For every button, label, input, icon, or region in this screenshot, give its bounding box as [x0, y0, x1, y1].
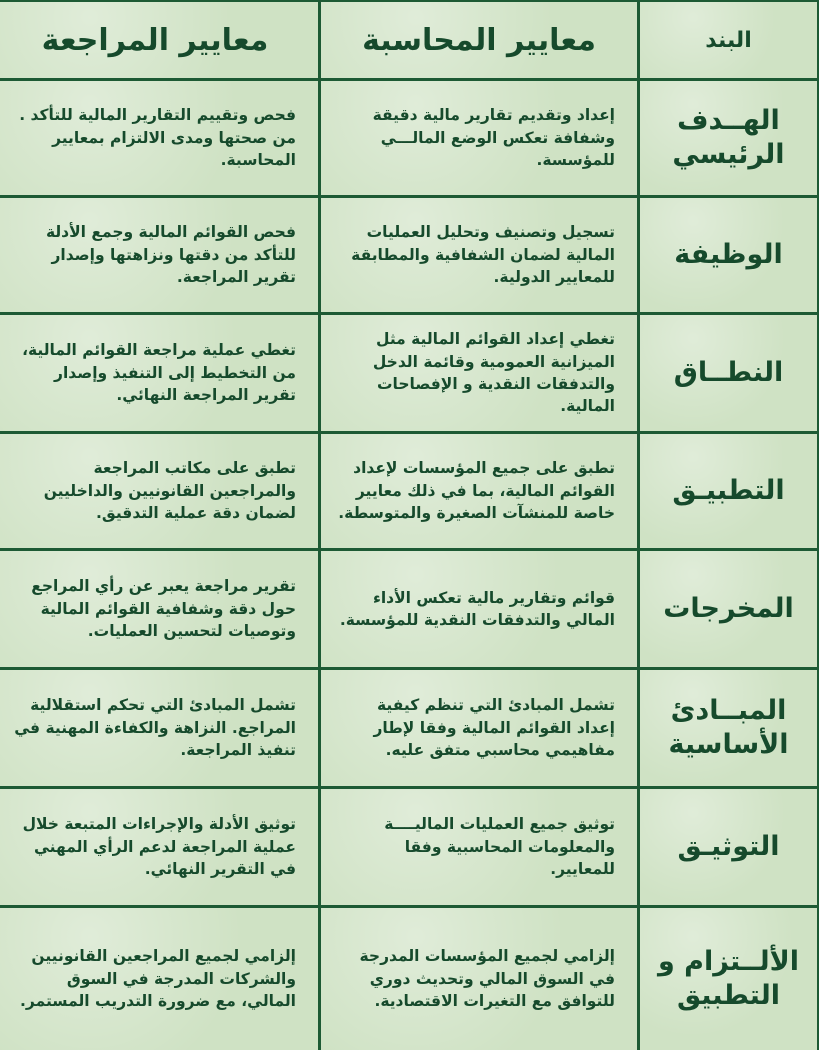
row-label-application: التطبيـق [640, 434, 817, 548]
header-item: البند [640, 2, 817, 78]
cell-accounting-outputs: قوائم وتقارير مالية تعكس الأداء المالي والتدفقات النقدية للمؤسسة. [321, 551, 637, 667]
cell-auditing-main-objective: فحص وتقييم التقارير المالية للتأكد . من صحتها ومدى الالتزام بمعايير المحاسبة. [0, 81, 318, 195]
cell-accounting-documentation: توثيق جميع العمليات الماليــــة والمعلومات المحاسبية وفقا للمعايير. [321, 789, 637, 905]
row-label-outputs: المخرجات [640, 551, 817, 667]
cell-accounting-main-objective: إعداد وتقديم تقارير مالية دقيقة وشفافة تعكس الوضع المالـــي للمؤسسة. [321, 81, 637, 195]
cell-accounting-scope: تغطي إعداد القوائم المالية مثل الميزانية العمومية وقائمة الدخل والتدفقات النقدية و الإفصاحات المالية. [321, 315, 637, 431]
cell-auditing-compliance: إلزامي لجميع المراجعين القانونيين والشركات المدرجة في السوق المالي، مع ضرورة التدريب المستمر. [0, 908, 318, 1050]
cell-accounting-function: تسجيل وتصنيف وتحليل العمليات المالية لضمان الشفافية والمطابقة للمعايير الدولية. [321, 198, 637, 312]
row-label-function: الوظيفة [640, 198, 817, 312]
header-auditing-standards: معايير المراجعة [0, 2, 318, 78]
cell-auditing-scope: تغطي عملية مراجعة القوائم المالية، من التخطيط إلى التنفيذ وإصدار تقرير المراجعة النهائي. [0, 315, 318, 431]
header-accounting-standards: معايير المحاسبة [321, 2, 637, 78]
cell-auditing-documentation: توثيق الأدلة والإجراءات المتبعة خلال عملية المراجعة لدعم الرأي المهني في التقرير النهائي. [0, 789, 318, 905]
cell-accounting-compliance: إلزامي لجميع المؤسسات المدرجة في السوق المالي وتحديث دوري للتوافق مع التغيرات الاقتصادية. [321, 908, 637, 1050]
row-label-compliance: الألــتزام و التطبيق [640, 908, 817, 1050]
cell-auditing-outputs: تقرير مراجعة يعبر عن رأي المراجع حول دقة وشفافية القوائم المالية وتوصيات لتحسين العمليات. [0, 551, 318, 667]
cell-auditing-application: تطبق على مكاتب المراجعة والمراجعين القانونيين والداخليين لضمان دقة عملية التدقيق. [0, 434, 318, 548]
row-label-main-objective: الهــدف الرئيسي [640, 81, 817, 195]
row-label-principles: المبــادئ الأساسية [640, 670, 817, 786]
cell-accounting-application: تطبق على جميع المؤسسات لإعداد القوائم المالية، بما في ذلك معايير خاصة للمنشآت الصغيرة والمتوسطة. [321, 434, 637, 548]
row-label-documentation: التوثيـق [640, 789, 817, 905]
cell-accounting-principles: تشمل المبادئ التي تنظم كيفية إعداد القوائم المالية وفقا لإطار مفاهيمي محاسبي متفق عليه. [321, 670, 637, 786]
cell-auditing-function: فحص القوائم المالية وجمع الأدلة للتأكد من دقتها ونزاهتها وإصدار تقرير المراجعة. [0, 198, 318, 312]
cell-auditing-principles: تشمل المبادئ التي تحكم استقلالية المراجع. النزاهة والكفاءة المهنية في تنفيذ المراجعة. [0, 670, 318, 786]
row-label-scope: النطــاق [640, 315, 817, 431]
